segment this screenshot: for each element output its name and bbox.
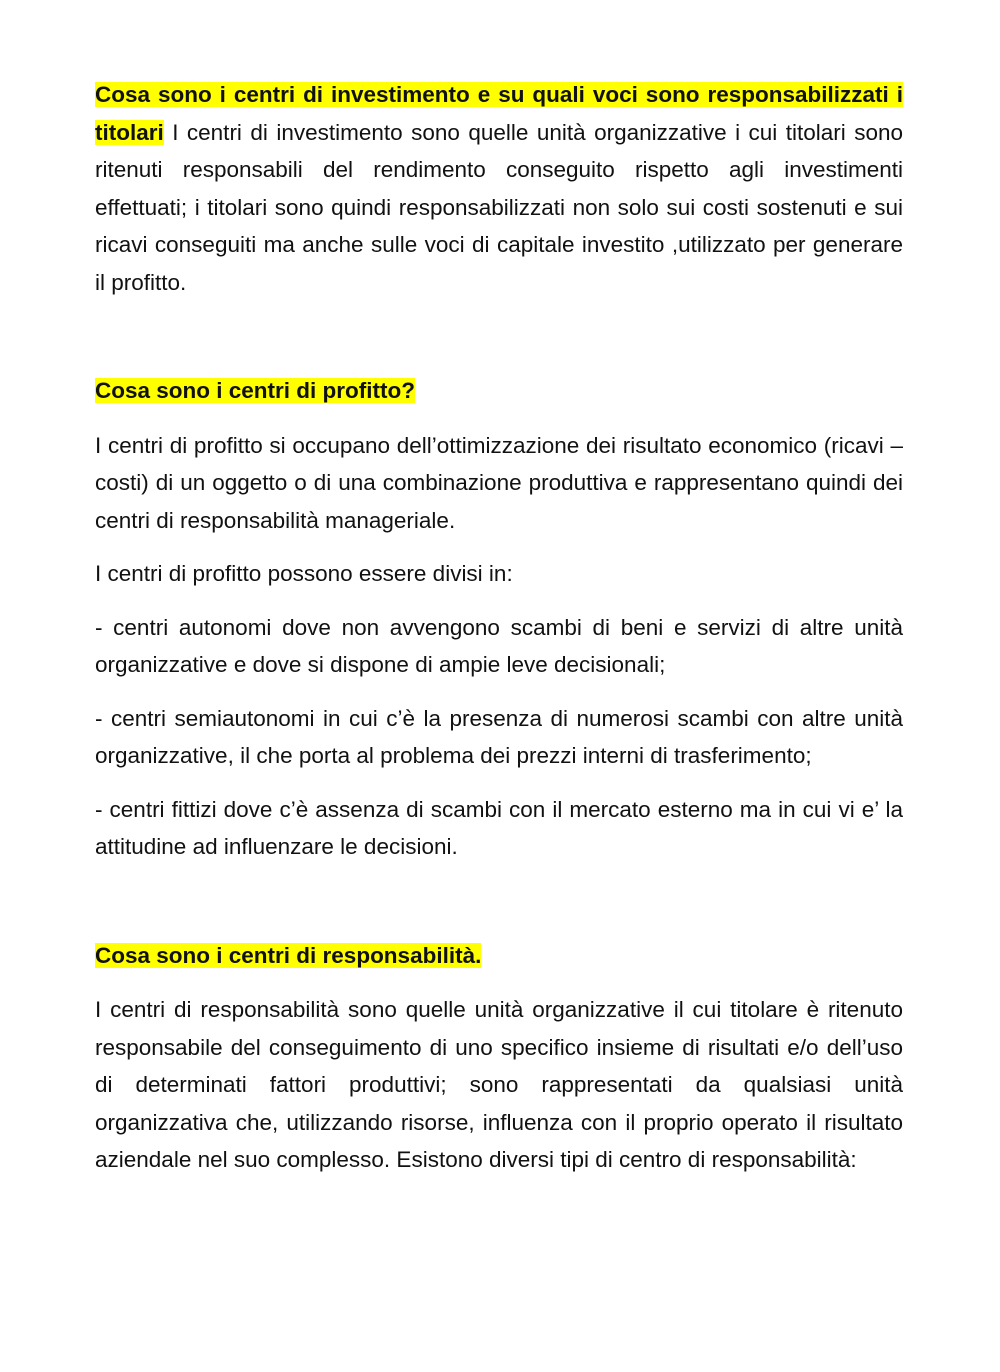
responsibility-centers-paragraph: I centri di responsabilità sono quelle unità organizzative il cui titolare è ritenuto responsabile del conseguimento di uno specifico insieme di risultati e/o dell’uso di determinati fattori produttivi; sono rappresentati da qualsiasi unità organizzativa che, utilizzando risorse, influenza con il proprio operato il risultato aziendale nel suo complesso. Esistono diversi tipi di centro di responsabilità: <box>95 997 903 1172</box>
profit-centers-list-item-autonomous: - centri autonomi dove non avvengono scambi di beni e servizi di altre unità organizzative e dove si dispone di ampie leve decisionali; <box>95 614 903 677</box>
heading-profit-centers-wrap <box>95 372 903 410</box>
profit-centers-list-item-semiautonomous: - centri semiautonomi in cui c’è la presenza di numerosi scambi con altre unità organizzative, il che porta al problema dei prezzi interni di trasferimento; <box>95 705 903 768</box>
heading-responsibility-centers: Cosa sono i centri di responsabilità. <box>95 942 482 968</box>
document-page <box>95 76 903 1179</box>
profit-centers-paragraph-2: I centri di profitto possono essere divisi in: <box>95 561 513 586</box>
heading-responsibility-centers-wrap <box>95 937 903 975</box>
heading-investment-centers: Cosa sono i centri di investimento e su quali voci sono responsabilizzati i titolari <box>95 82 903 145</box>
investment-centers-body: I centri di investimento sono quelle unità organizzative i cui titolari sono ritenuti responsabili del rendimento conseguito rispetto agli investimenti effettuati; i titolari sono quindi responsabilizzati non solo sui costi sostenuti e sui ricavi conseguiti ma anche sulle voci di capitale investito ,utilizzato per generare il profitto. <box>95 119 903 295</box>
profit-centers-paragraph-1: I centri di profitto si occupano dell’ottimizzazione dei risultato economico (ricavi –costi) di un oggetto o di una combinazione produttiva e rappresentano quindi dei centri di responsabilità manageriale. <box>95 432 903 533</box>
section-investment-paragraph <box>95 76 903 301</box>
profit-centers-list-item-fictitious: - centri fittizi dove c’è assenza di scambi con il mercato esterno ma in cui vi e’ la attitudine ad influenzare le decisioni. <box>95 796 903 859</box>
heading-profit-centers: Cosa sono i centri di profitto? <box>95 378 415 403</box>
